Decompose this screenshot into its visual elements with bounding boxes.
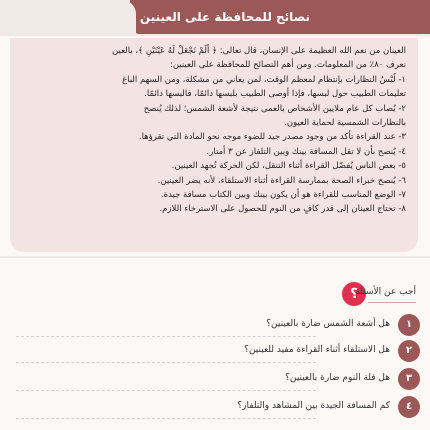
header-underline — [368, 302, 416, 303]
question-number: ٢ — [398, 340, 420, 362]
question-mark-icon: ؟ — [342, 282, 366, 306]
question-number: ٣ — [398, 368, 420, 390]
passage-line: ٤- يُنصح بأن لا تقل المسافة بينك وبين التلفاز عن ٣ أمتار. — [206, 146, 406, 157]
question-number: ٤ — [398, 396, 420, 418]
questions-header — [296, 282, 416, 308]
passage-line: ٢- يُصاب كل عام ملايين الأشخاص بالعمى نتيجة لأشعة الشمس؛ لذلك يُنصح — [143, 103, 406, 114]
passage-line: ٧- الوضع المناسب للقراءة هو أن يكون بينك وبين الكتاب مسافة جيدة. — [160, 190, 406, 201]
page-title: نصائح للمحافظة على العينين — [139, 10, 310, 24]
question-text: هل قلة النوم ضارة بالعينين؟ — [285, 373, 390, 383]
passage-card — [10, 38, 418, 252]
question-item — [10, 368, 420, 392]
answer-line[interactable] — [16, 336, 316, 337]
passage-line: ٣- عند القراءة تأكد من وجود مصدر جيد للضوء موجه نحو المادة التي تقرؤها. — [138, 132, 406, 143]
question-item — [10, 340, 420, 364]
passage-line: ٨- تحتاج العينان إلى قدر كافٍ من النوم للحصول على الاسترخاء اللازم. — [159, 204, 406, 215]
passage-line: ٥- بعض الناس يُفضّل القراءة أثناء التنقل، لكن الحركة تُجهد العينين. — [171, 161, 406, 172]
passage-line: نعرف ٨٠٪ من المعلومات. ومن أهم النصائح للمحافظة على العينين: — [169, 60, 406, 71]
question-text: هل الاستلقاء أثناء القراءة مفيد للعينين؟ — [244, 345, 390, 355]
question-text: كم المسافة الجيدة بين المشاهد والتلفاز؟ — [237, 401, 390, 411]
question-item — [10, 314, 420, 338]
passage-line: العينان من نعم الله العظيمة على الإنسان، قال تعالى: ﴿ أَلَمْ نَجْعَلْ لَهُ عَيْنَيْنِ ﴾، بالعين — [112, 46, 406, 56]
section-divider — [0, 256, 430, 258]
answer-line[interactable] — [16, 362, 316, 363]
answer-line[interactable] — [16, 390, 316, 391]
questions-header-label: أجب عن الأسئلة — [355, 287, 416, 297]
passage-text — [20, 44, 406, 217]
question-text: هل أشعة الشمس ضارة بالعينين؟ — [266, 319, 390, 329]
question-item — [10, 396, 420, 420]
passage-line: تعليمات الطبيب حول لبسها، فإذا أوصى الطبيب بلبسها دائمًا، فالبسها دائمًا. — [144, 89, 406, 100]
passage-line: بالنظارات الشمسية لحماية العيون. — [284, 118, 406, 129]
answer-line[interactable] — [16, 418, 316, 419]
passage-line: ٦- يُنصح خبراء الصحة بممارسة القراءة أثناء الاستلقاء، لأنه يضر العينين. — [157, 175, 406, 186]
passage-line: ١- لُبْسُ النظارات بإنتظام لمعظم الوقت، لمن يعاني من مشكلة، ومن السهم الباغ — [122, 74, 406, 85]
question-number: ١ — [398, 314, 420, 336]
